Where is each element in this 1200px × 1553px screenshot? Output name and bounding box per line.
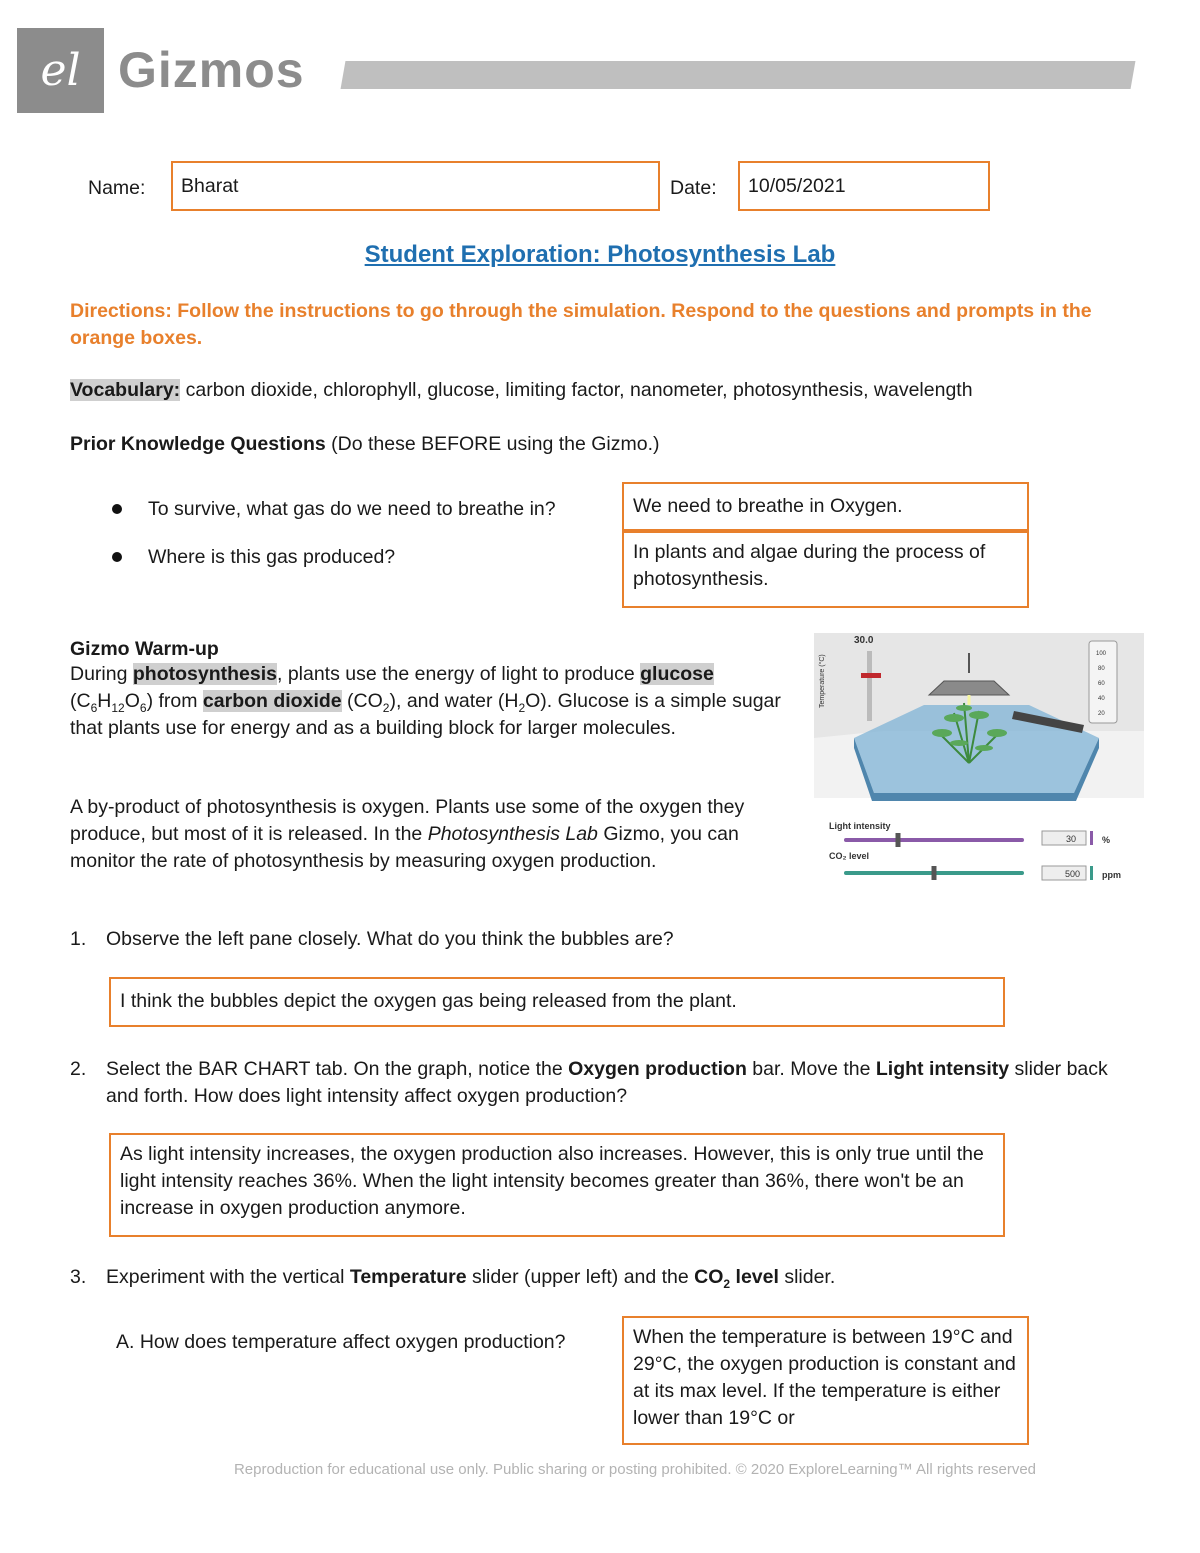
warmup-heading xyxy=(70,636,790,663)
temp-readout: 30.0 xyxy=(854,635,874,646)
prior-note: (Do these BEFORE using the Gizmo.) xyxy=(331,433,660,455)
answer-box-1[interactable]: I think the bubbles depict the oxygen gas being released from the plant. xyxy=(109,977,1005,1027)
tube-mark: 100 xyxy=(1096,651,1107,657)
footer: Reproduction for educational use only. Public sharing or posting prohibited. © 2020 ExploreLearning™ All rights reserved xyxy=(233,1461,1037,1478)
question-3a-text: A. How does temperature affect oxygen production? xyxy=(116,1331,566,1353)
page-title: Student Exploration: Photosynthesis Lab xyxy=(364,241,836,268)
prior-answer-1[interactable]: We need to breathe in Oxygen. xyxy=(622,482,1029,531)
tube-mark: 60 xyxy=(1098,681,1105,687)
temp-handle xyxy=(861,673,881,678)
answer-box-3a[interactable]: When the temperature is between 19°C and 29°C, the oxygen production is constant and at its max level. If the temperature is either lower than 19°C or xyxy=(622,1316,1029,1445)
prior-heading-line xyxy=(70,431,660,458)
tube-mark: 20 xyxy=(1098,711,1105,717)
co2-label: CO₂ level xyxy=(829,851,870,861)
logo-glyph: el xyxy=(40,45,81,96)
prior-heading: Prior Knowledge Questions xyxy=(70,433,326,455)
warmup-heading-text: Gizmo Warm-up xyxy=(70,638,219,660)
co2-unit: ppm xyxy=(1102,870,1121,880)
tube-mark: 80 xyxy=(1098,666,1105,672)
header-bar xyxy=(341,61,1136,89)
question-3-text: Experiment with the vertical Temperature slider (upper left) and the $CO_2$ level slider. xyxy=(106,1266,836,1291)
date-label: Date: xyxy=(670,177,717,199)
bullet-icon xyxy=(112,552,122,562)
date-field[interactable]: 10/05/2021 xyxy=(738,161,990,211)
light-handle xyxy=(896,833,901,847)
question-3-number: 3. xyxy=(70,1266,87,1288)
temp-axis-label: Temperature (°C) xyxy=(819,654,826,708)
co2-handle xyxy=(932,866,937,880)
name-label: Name: xyxy=(88,177,146,199)
question-1-number: 1. xyxy=(70,928,87,950)
bullet-icon xyxy=(112,504,122,514)
answer-box-2[interactable]: As light intensity increases, the oxygen production also increases. However, this is only true until the light intensity reaches 36%. When the light intensity becomes greater than 36%, there won't be an increase in oxygen production anymore. xyxy=(109,1133,1005,1237)
vocabulary-label: Vocabulary: xyxy=(70,379,181,401)
prior-question-2: Where is this gas produced? xyxy=(148,546,396,568)
question-1-text: Observe the left pane closely. What do you think the bubbles are? xyxy=(106,928,674,950)
warmup-paragraph-1: During photosynthesis, plants use the energy of light to produce glucose $(C_6H_{12}O_6)$ from carbon dioxide $(CO_2)$, and water $(H_2O)$. Glucose is a simple sugar that plants use for energy and as a building block for larger molecules. xyxy=(70,663,781,739)
gizmo-screenshot xyxy=(814,633,1144,888)
warmup-paragraph-2: A by-product of photosynthesis is oxygen. Plants use some of the oxygen they produce, but most of it is released. In the Photosynthesis Lab Gizmo, you can monitor the rate of photosynthesis by measuring oxygen production. xyxy=(70,796,745,872)
question-2-text: Select the BAR CHART tab. On the graph, notice the Oxygen production bar. Move the Light intensity slider back and forth. How does light intensity affect oxygen production? xyxy=(106,1058,1108,1107)
vocabulary xyxy=(70,377,1140,404)
vocabulary-terms: carbon dioxide, chlorophyll, glucose, limiting factor, nanometer, photosynthesis, wavelength xyxy=(185,379,973,401)
light-track xyxy=(844,838,1024,842)
light-label: Light intensity xyxy=(829,821,891,831)
logo xyxy=(17,28,104,113)
question-2-number: 2. xyxy=(70,1058,87,1080)
tube-mark: 40 xyxy=(1098,696,1105,702)
light-value: 30 xyxy=(1065,834,1076,844)
co2-value: 500 xyxy=(1064,869,1080,879)
brand-name: Gizmos xyxy=(118,42,305,98)
prior-answer-2[interactable]: In plants and algae during the process of photosynthesis. xyxy=(622,531,1029,608)
directions: Directions: Follow the instructions to go through the simulation. Respond to the questions and prompts in the orange boxes. xyxy=(70,300,1092,349)
name-field[interactable]: Bharat xyxy=(171,161,660,211)
light-unit: % xyxy=(1102,835,1111,845)
prior-question-1: To survive, what gas do we need to breathe in? xyxy=(148,498,556,520)
